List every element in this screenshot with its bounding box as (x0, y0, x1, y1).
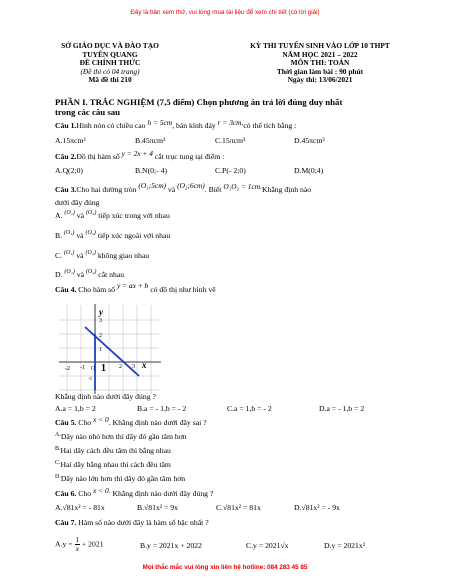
answer-a: A.Q(2;0) (55, 166, 83, 175)
tick-x: 3 (132, 364, 135, 370)
answer-letter: D. (55, 474, 61, 480)
question-label: Câu 4. (55, 285, 77, 294)
tick-y: 1 (99, 347, 102, 353)
circle-label: (O₂) (85, 269, 97, 275)
section-heading-line1: PHẦN I. TRẮC NGHIỆM (7,5 điểm) Chọn phương án trả lời đúng duy nhất (55, 97, 343, 107)
answer-a (55, 432, 187, 441)
question-text: Cho hàm số (78, 285, 116, 294)
tick-y: 3 (99, 318, 102, 324)
question-label: Câu 1. (55, 121, 77, 130)
question-text: Hàm số nào dưới đây là hàm số bậc nhất ? (78, 518, 209, 527)
circle-label: (O₂) (85, 230, 96, 236)
answer-text: Hai dây cách đều tâm thì bằng nhau (60, 446, 171, 455)
answer-letter: B. (55, 231, 63, 240)
question-text: . Khẳng định nào dưới đây sai ? (108, 418, 207, 427)
header-left (45, 42, 175, 85)
question-text: và (167, 185, 176, 194)
answer-text: Dây nào nhỏ hơn thì dây đó gần tâm hơn (60, 432, 187, 441)
tick-y: 2 (99, 333, 102, 339)
question-text: . Biết (204, 185, 222, 194)
math-expr: h = 5cm (147, 118, 173, 127)
question-3 (55, 181, 312, 194)
answer-letter: A. (55, 432, 61, 438)
tick-x: 2 (119, 364, 122, 370)
connector: và (76, 231, 84, 240)
answer-a: A.√81x² = - 81x (55, 503, 105, 512)
dept-name: SỞ GIÁO DỤC VÀ ĐÀO TẠO (61, 41, 159, 50)
subject: MÔN THI: TOÁN (290, 58, 350, 68)
question-4 (55, 281, 216, 294)
answer-text: cắt nhau (98, 270, 125, 279)
answer-d (55, 474, 185, 483)
origin-label: O (91, 366, 96, 372)
exam-date: Ngày thi: 13/06/2021 (287, 75, 353, 85)
tick-y: -1 (88, 377, 93, 382)
answer-b: B.45πcm² (135, 136, 166, 145)
fraction (75, 536, 81, 553)
answer-d: D.a = - 1,b = 2 (319, 404, 365, 413)
question-5 (55, 415, 207, 427)
question-1 (55, 118, 297, 130)
question-text: Cho hai đường tròn (76, 185, 137, 194)
fraction-denominator: x (75, 545, 79, 553)
question-text: Cho (78, 418, 92, 427)
question-label: Câu 5. (55, 418, 77, 427)
answer-letter: C. (55, 251, 63, 260)
circle-label: (O₁) (64, 269, 75, 275)
time-limit: Thời gian làm bài : 90 phút (276, 66, 364, 76)
connector: và (76, 270, 85, 279)
question-label: Câu 2. (55, 152, 77, 161)
preview-banner: Đây là bản xem thử, vui lòng mua tài liệu để xem chi tiết (có lời giải) (130, 9, 320, 16)
math-expr: (O₂;6cm) (177, 181, 205, 190)
question-text: , bán kính đáy (172, 121, 216, 130)
answer-b: B.N(0;- 4) (135, 166, 168, 175)
connector: và (76, 211, 85, 220)
question-text: Hình nón có chiều cao (76, 121, 146, 130)
answer-b: B.√81x² = 9x (137, 503, 178, 512)
answer-c: C.y = 2021√x (246, 541, 289, 550)
math-expr: y = 2x + 4 (121, 149, 153, 158)
answer-d: D.y = 2021x² (324, 541, 366, 550)
answer-d: D.√81x² = - 9x (294, 503, 340, 512)
section-heading-line2: trong các câu sau (55, 107, 121, 117)
question-label: Câu 3. (55, 185, 77, 194)
answer-letter: D. (55, 270, 63, 279)
connector: và (76, 251, 84, 260)
math-expr: (O₁;5cm) (138, 181, 167, 190)
answer-c: C.√81x² = 81x (216, 503, 261, 512)
circle-label: (O₂) (85, 210, 97, 216)
math-expr: x < 0. (93, 486, 111, 495)
math-expr: x < 0 (93, 415, 109, 424)
question-text: Khẳng định nào (261, 185, 312, 194)
circle-label: (O₁) (63, 250, 75, 256)
circle-label: (O₁) (63, 230, 75, 236)
question-label: Câu 7. (55, 518, 77, 527)
exam-title: KỲ THI TUYỂN SINH VÀO LỚP 10 THPT (250, 41, 390, 50)
y-axis-label: y (99, 307, 103, 317)
answer-c (55, 460, 171, 469)
question-6 (55, 486, 214, 498)
math-expr: y = ax + b (116, 281, 149, 290)
official-exam-label: ĐỀ CHÍNH THỨC (79, 58, 141, 68)
math-expr: r = 3cm, (217, 118, 244, 127)
fraction-numerator: 1 (75, 536, 79, 544)
answer-suffix: + 2021 (81, 539, 104, 549)
x-axis-label: x (142, 360, 147, 370)
question-3-cont: dưới đây đúng (55, 198, 100, 207)
answer-c: C.P(- 2;0) (215, 166, 246, 175)
answer-letter: A. (55, 211, 63, 220)
answer-b (55, 446, 171, 455)
answer-b: B.a = - 1,b = - 2 (137, 404, 187, 413)
tick-x: -1 (80, 365, 85, 371)
question-text: có đồ thị như hình vẽ (150, 285, 216, 294)
answer-text: Dây nào lớn hơn thì dây đó gần tâm hơn (60, 474, 186, 483)
tick-x: 1 (101, 363, 106, 374)
question-2 (55, 149, 225, 161)
question-label: Câu 6. (55, 489, 77, 498)
answer-a (55, 211, 170, 220)
circle-label: (O₁) (64, 210, 75, 216)
answer-d (55, 270, 124, 279)
page-count-note: (Đề thi có 04 trang) (80, 66, 140, 76)
question-text: Đồ thị hàm số (76, 152, 120, 161)
function-graph (55, 300, 165, 395)
answer-c (55, 251, 149, 260)
province-name: TUYÊN QUANG (82, 49, 138, 59)
exam-code: Mã đề thi 210 (88, 75, 132, 85)
question-text: Khẳng định nào dưới đây đúng ? (112, 489, 214, 498)
school-year: NĂM HỌC 2021 – 2022 (282, 49, 358, 59)
answer-a (55, 536, 104, 553)
answer-text: Hai dây bằng nhau thì cách đều tâm (60, 460, 171, 469)
circle-label: (O₂) (85, 250, 96, 256)
question-7 (55, 518, 209, 527)
answer-letter: C. (55, 460, 61, 466)
answer-a: A.15πcm² (55, 136, 86, 145)
question-text: Cho (78, 489, 92, 498)
answer-prefix: A.y = (55, 539, 73, 549)
question-text: có thể tích bằng : (243, 121, 297, 130)
answer-a: A.a = 1,b = 2 (55, 404, 96, 413)
header-right (225, 42, 415, 85)
answer-d: D.M(0;4) (294, 166, 324, 175)
answer-text: tiếp xúc trong với nhau (98, 211, 170, 220)
question-4-prompt: Khẳng định nào dưới đây đúng ? (55, 392, 156, 401)
section-heading (55, 97, 342, 117)
answer-text: tiếp xúc ngoài với nhau (97, 231, 171, 240)
footer-hotline: Mọi thắc mắc vui lòng xin liên hệ hotline: 084 283 45 85 (142, 564, 308, 571)
answer-c: C.a = 1,b = - 2 (227, 404, 272, 413)
math-expr: O₁O₂ = 1cm. (223, 182, 262, 191)
tick-x: -2 (65, 366, 70, 372)
answer-b: B.y = 2021x + 2022 (140, 541, 202, 550)
answer-b (55, 231, 170, 240)
answer-d: D.45πcm³ (294, 136, 325, 145)
question-text: cắt trục tung tại điểm : (154, 152, 225, 161)
answer-letter: B. (55, 446, 61, 452)
answer-text: không giao nhau (97, 251, 150, 260)
answer-c: C.15πcm³ (215, 136, 246, 145)
